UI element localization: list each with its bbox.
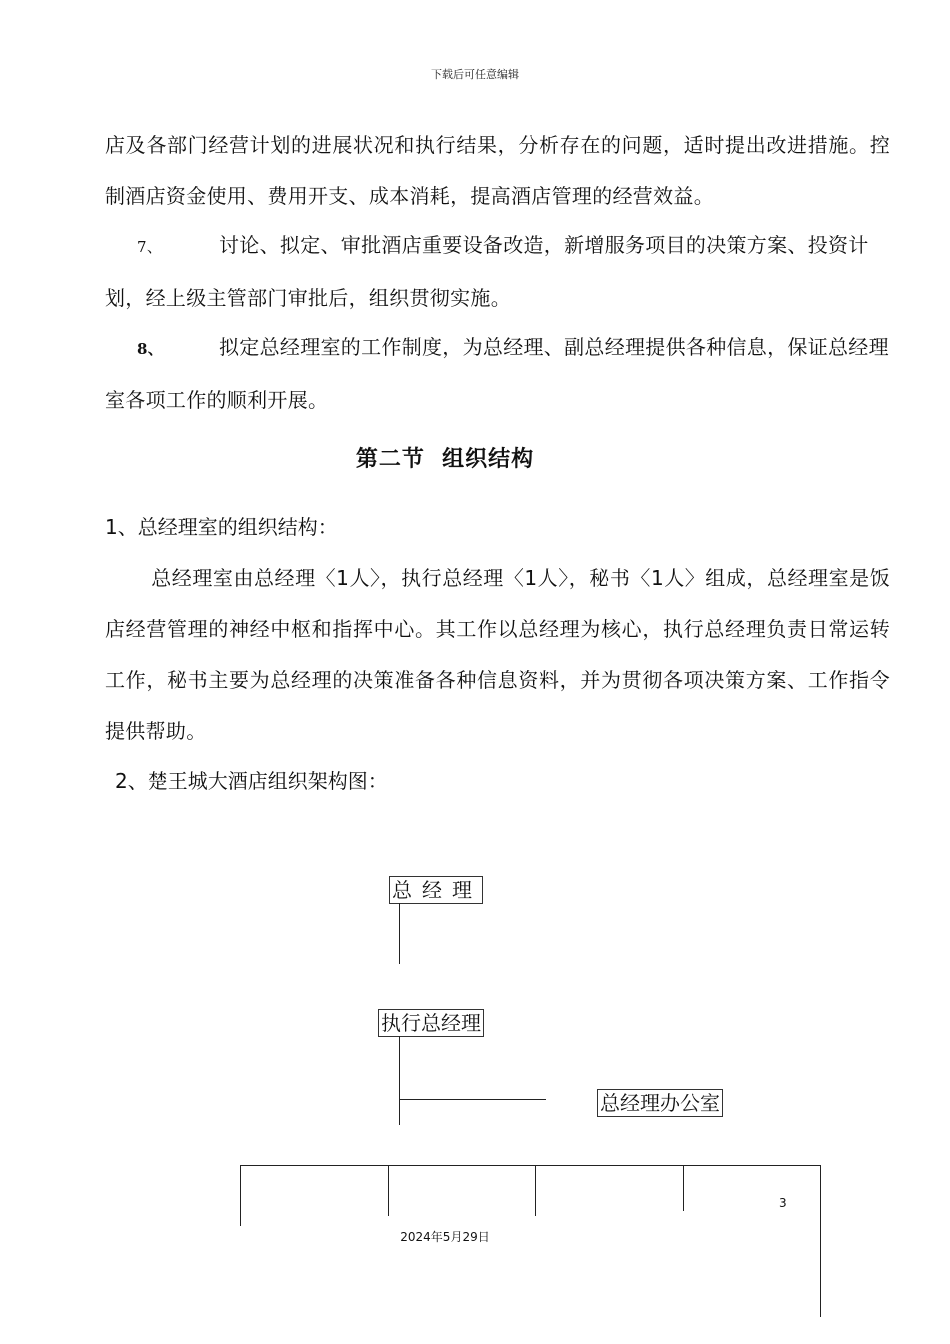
section-name: 组织结构 — [442, 447, 535, 472]
connector-line — [399, 1036, 400, 1125]
connector-line — [240, 1165, 241, 1226]
subheading-2: 2、楚王城大酒店组织架构图： — [115, 769, 388, 793]
section-number: 第二节 — [355, 447, 425, 472]
subheading-1: 1、总经理室的组织结构： — [105, 515, 338, 539]
header-note: 下载后可任意编辑 — [431, 68, 519, 81]
org-box-general-manager: 总经理 — [389, 876, 483, 904]
org-box-gm-office: 总经理办公室 — [597, 1089, 723, 1117]
body-text: 总经理室由总经理〈1人〉，执行总经理〈1人〉，秘书〈1人〉组成，总经理室是饭店经营管理的神经中枢和指挥中心。其工作以总经理为核心，执行总经理负责日常运转工作，秘书主要为总经理的决策准备各种信息资料，并为贯彻各项决策方案、工作指令提供帮助。 — [105, 566, 890, 743]
item-text: 拟定总经理室的工作制度，为总经理、副总经理提供各种信息，保证总经理室各项工作的顺利开展。 — [105, 335, 889, 412]
body-paragraph — [105, 553, 890, 757]
connector-line — [683, 1165, 684, 1211]
section-title — [0, 442, 890, 473]
connector-line — [535, 1165, 536, 1216]
list-item-7 — [105, 220, 890, 324]
connector-line — [399, 1099, 546, 1100]
item-text: 讨论、拟定、审批酒店重要设备改造，新增服务项目的决策方案、投资计划，经上级主管部门审批后，组织贯彻实施。 — [105, 233, 869, 310]
item-number: 8、 — [137, 340, 164, 358]
footer-date: 2024年5月29日 — [400, 1230, 490, 1244]
connector-line — [388, 1165, 389, 1216]
item-number: 7、 — [137, 238, 163, 256]
org-box-executive-gm: 执行总经理 — [378, 1009, 484, 1037]
list-item-8 — [105, 322, 890, 426]
connector-line — [399, 903, 400, 964]
page-number: 3 — [779, 1196, 787, 1210]
connector-line — [240, 1165, 820, 1166]
continuation-paragraph: 店及各部门经营计划的进展状况和执行结果，分析存在的问题，适时提出改进措施。控制酒店资金使用、费用开支、成本消耗，提高酒店管理的经营效益。 — [105, 133, 890, 208]
